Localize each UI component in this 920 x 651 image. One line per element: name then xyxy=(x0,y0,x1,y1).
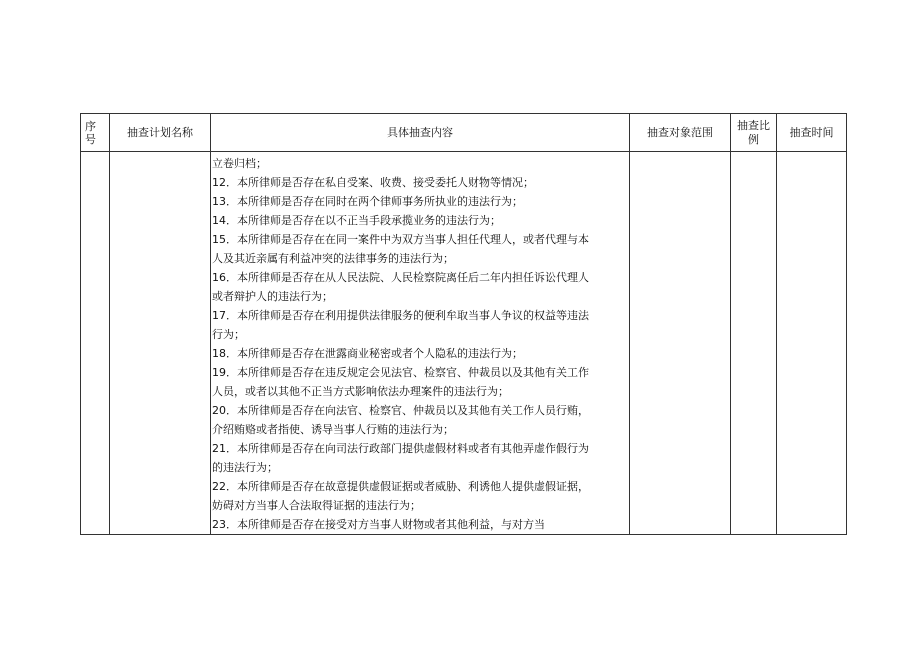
content-line: 的违法行为； xyxy=(212,461,278,474)
content-line: 16．本所律师是否存在从人民法院、人民检察院离任后二年内担任诉讼代理人 xyxy=(212,271,589,284)
cell-seq xyxy=(81,152,110,535)
header-time: 抽查时间 xyxy=(777,114,847,152)
header-ratio xyxy=(731,114,777,152)
header-ratio-line2: 例 xyxy=(748,132,759,146)
content-line: 或者辩护人的违法行为； xyxy=(212,290,333,303)
content-line: 人及其近亲属有利益冲突的法律事务的违法行为； xyxy=(212,252,454,265)
content-line: 介绍贿赂或者指使、诱导当事人行贿的违法行为； xyxy=(212,423,454,436)
cell-time xyxy=(777,152,847,535)
content-line: 23．本所律师是否存在接受对方当事人财物或者其他利益，与对方当 xyxy=(212,518,545,531)
content-line: 17．本所律师是否存在利用提供法律服务的便利牟取当事人争议的权益等违法 xyxy=(212,309,589,322)
content-line: 行为； xyxy=(212,328,245,341)
cell-content xyxy=(211,152,630,535)
inspection-table xyxy=(80,113,847,535)
header-seq-line1: 序 xyxy=(85,119,96,133)
header-seq xyxy=(81,114,110,152)
content-line: 12．本所律师是否存在私自受案、收费、接受委托人财物等情况； xyxy=(212,176,534,189)
header-ratio-line1: 抽查比 xyxy=(737,118,770,132)
content-line: 14．本所律师是否存在以不正当手段承揽业务的违法行为； xyxy=(212,214,501,227)
content-line: 立卷归档； xyxy=(212,157,267,170)
content-line: 21．本所律师是否存在向司法行政部门提供虚假材料或者有其他弄虚作假行为 xyxy=(212,442,589,455)
content-lines xyxy=(211,152,629,534)
cell-ratio xyxy=(731,152,777,535)
content-line: 15．本所律师是否存在在同一案件中为双方当事人担任代理人，或者代理与本 xyxy=(212,233,589,246)
header-content: 具体抽查内容 xyxy=(211,114,630,152)
content-line: 18．本所律师是否存在泄露商业秘密或者个人隐私的违法行为； xyxy=(212,347,523,360)
content-line: 20．本所律师是否存在向法官、检察官、仲裁员以及其他有关工作人员行贿， xyxy=(212,404,589,417)
header-seq-line2: 号 xyxy=(85,132,96,146)
header-plan-name: 抽查计划名称 xyxy=(110,114,211,152)
content-line: 19．本所律师是否存在违反规定会见法官、检察官、仲裁员以及其他有关工作 xyxy=(212,366,589,379)
content-line: 13．本所律师是否存在同时在两个律师事务所执业的违法行为； xyxy=(212,195,523,208)
table-row xyxy=(81,152,847,535)
cell-plan-name xyxy=(110,152,211,535)
content-line: 妨碍对方当事人合法取得证据的违法行为； xyxy=(212,499,421,512)
content-line: 人员，或者以其他不正当方式影响依法办理案件的违法行为； xyxy=(212,385,509,398)
header-row xyxy=(81,114,847,152)
cell-scope xyxy=(630,152,731,535)
header-scope: 抽查对象范围 xyxy=(630,114,731,152)
content-line: 22．本所律师是否存在故意提供虚假证据或者威胁、利诱他人提供虚假证据， xyxy=(212,480,589,493)
